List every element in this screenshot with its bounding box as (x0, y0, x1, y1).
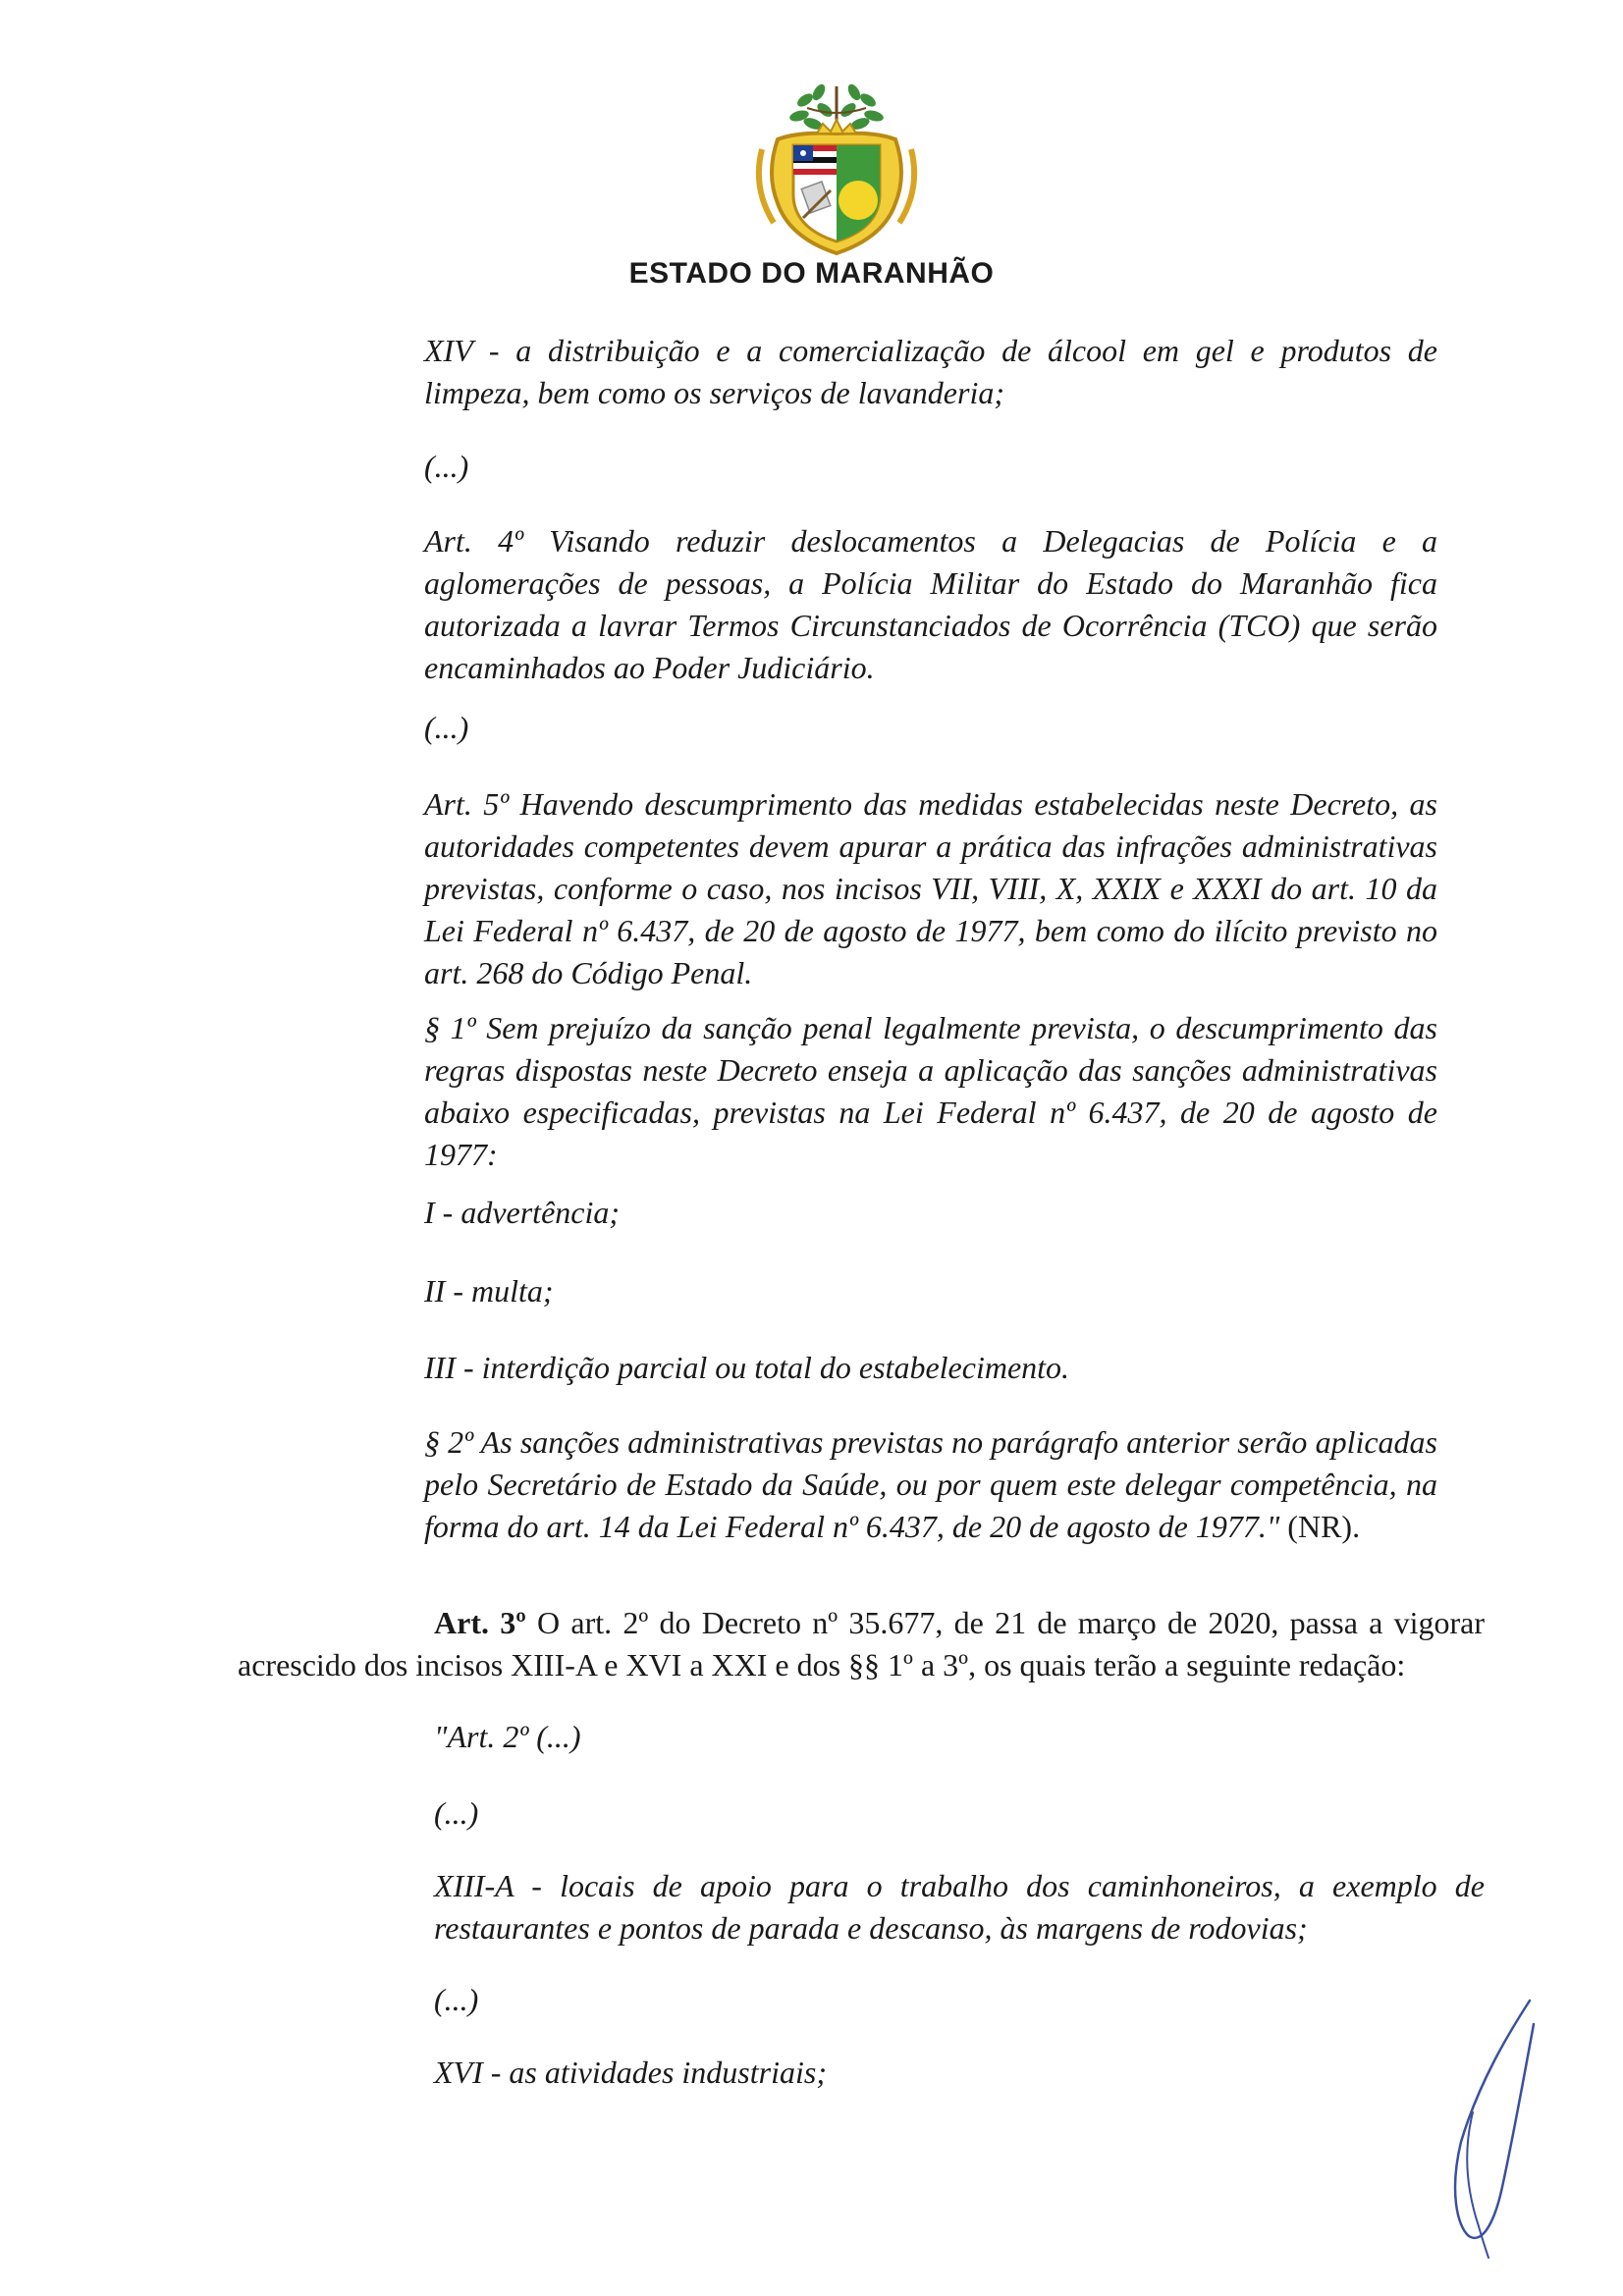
article-3-label: Art. 3º (434, 1605, 526, 1640)
article-3-text: O art. 2º do Decreto nº 35.677, de 21 de março de 2020, passa a vigorar acrescido dos incisos XIII-A e XVI a XXI e dos §§ 1º a 3º, os quais terão a seguinte redação: (238, 1605, 1486, 1682)
state-title: ESTADO DO MARANHÃO (628, 257, 995, 290)
inciso-xiii-a: XIII-A - locais de apoio para o trabalho dos caminhoneiros, a exemplo de restaurantes e pontos de parada e descanso, às margens de rodovias; (434, 1868, 1485, 1946)
inciso-xvi: XVI - as atividades industriais; (434, 2055, 827, 2090)
article-4: Art. 4º Visando reduzir deslocamentos a Delegacias de Polícia e a aglomerações de pessoas, a Polícia Militar do Estado do Maranhão fica autorizada a lavrar Termos Circunstanciados de Ocorrência (TCO) que serão encaminhados ao Poder Judiciário. (424, 523, 1437, 685)
paragraph-2-text: § 2º As sanções administrativas previstas no parágrafo anterior serão aplicadas pelo Secretário de Estado da Saúde, ou por quem este delegar competência, na forma do art. 14 da Lei Federal nº 6.437, de 20 de agosto de 1977." (424, 1424, 1437, 1544)
ellipsis: (...) (434, 1982, 479, 2017)
inciso-iii: III - interdição parcial ou total do estabelecimento. (424, 1350, 1070, 1385)
paragraph-2 (424, 1421, 1437, 1548)
coat-of-arms-icon (748, 80, 925, 263)
inciso-xiv: XIV - a distribuição e a comercialização de álcool em gel e produtos de limpeza, bem como os serviços de lavanderia; (424, 333, 1437, 410)
ellipsis: (...) (424, 449, 469, 484)
ellipsis: (...) (434, 1795, 479, 1831)
article-5: Art. 5º Havendo descumprimento das medidas estabelecidas neste Decreto, as autoridades competentes devem apurar a prática das infrações administrativas previstas, conforme o caso, nos incisos VII, VIII, X, XXIX e XXXI do art. 10 da Lei Federal nº 6.437, de 20 de agosto de 1977, bem como do ilícito previsto no art. 268 do Código Penal. (424, 786, 1437, 990)
article-3 (238, 1602, 1485, 1686)
signature-icon (1439, 1995, 1547, 2260)
inciso-i: I - advertência; (424, 1195, 621, 1230)
ellipsis: (...) (424, 710, 469, 745)
paragraph-1: § 1º Sem prejuízo da sanção penal legalmente prevista, o descumprimento das regras dispostas neste Decreto enseja a aplicação das sanções administrativas abaixo especificadas, previstas na Lei Federal nº 6.437, de 20 de agosto de 1977: (424, 1010, 1437, 1172)
art-2-quote: "Art. 2º (...) (434, 1719, 581, 1754)
nr-marker: (NR). (1279, 1509, 1361, 1544)
inciso-ii: II - multa; (424, 1273, 554, 1308)
